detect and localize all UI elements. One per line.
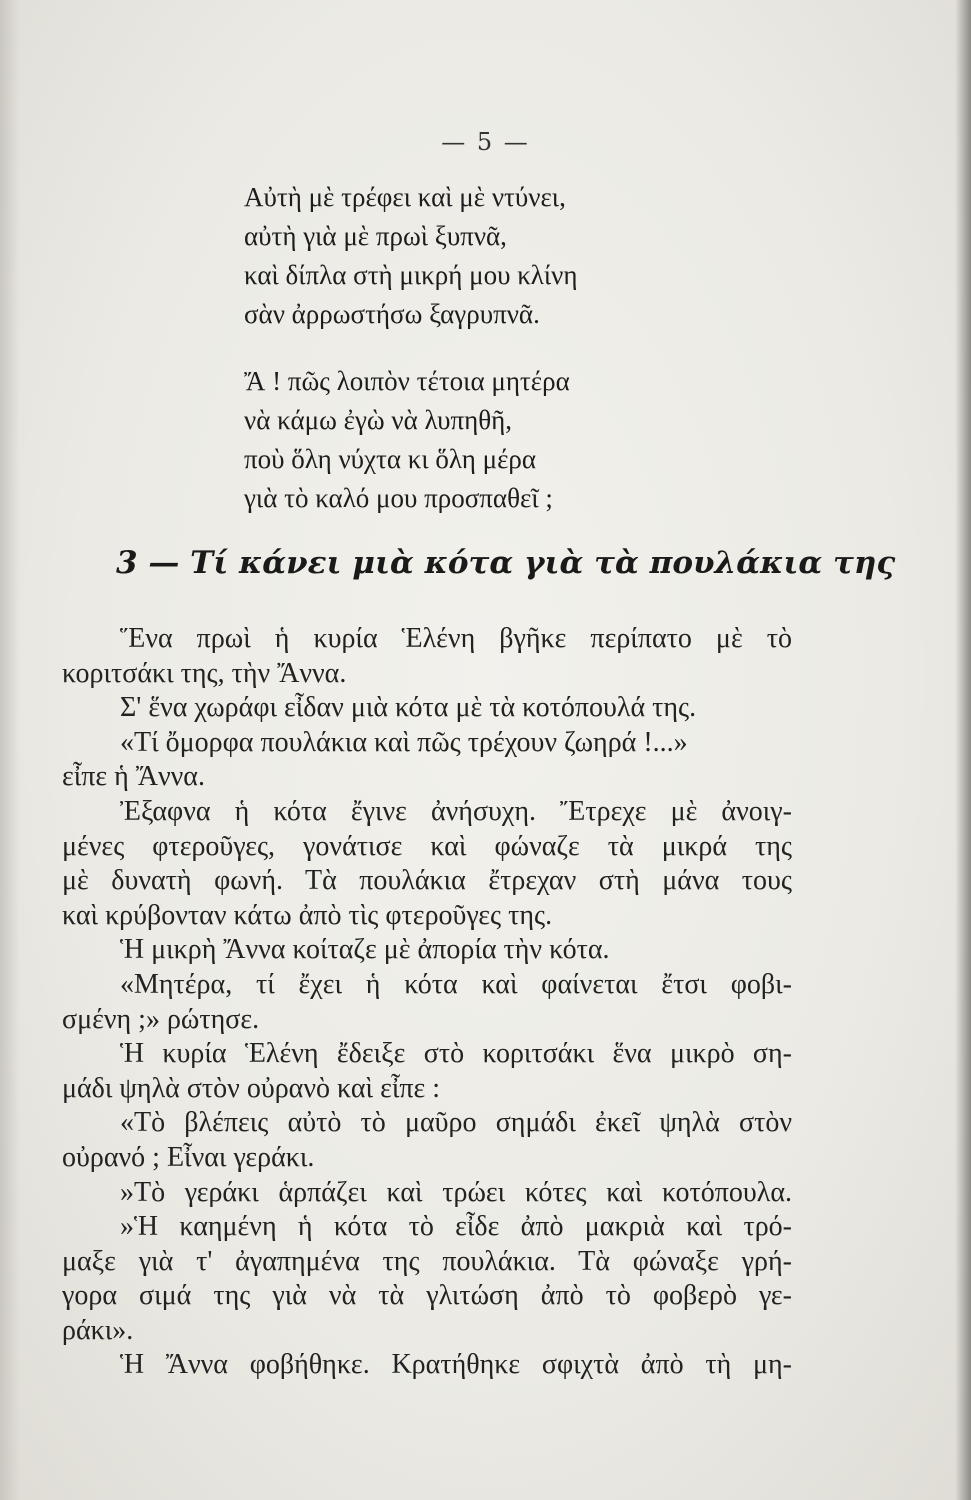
prose-line: Ἡ Ἄννα φοβήθηκε. Κρατήθηκε σφιχτὰ ἀπὸ τὴ μη- (120, 1349, 792, 1381)
prose-line: μὲ δυνατὴ φωνή. Τὰ πουλάκια ἔτρεχαν στὴ μάνα τους (62, 865, 792, 897)
prose-line: «Μητέρα, τί ἔχει ἡ κότα καὶ φαίνεται ἔτσι φοβι- (120, 968, 792, 1000)
poem-line: ποὺ ὅλη νύχτα κι ὅλη μέρα (244, 444, 537, 474)
prose-line: μάδι ψηλὰ στὸν οὐρανὸ καὶ εἶπε : (62, 1072, 441, 1104)
poem-stanza-1 (244, 178, 844, 334)
poem-stanza-2 (244, 362, 844, 518)
poem-line: Αὐτὴ μὲ τρέφει καὶ μὲ ντύνει, (244, 182, 566, 212)
section-heading: 3 — Τί κάνει μιὰ κότα γιὰ τὰ πουλάκια της (116, 545, 896, 581)
prose-line: Ἕνα πρωὶ ἡ κυρία Ἑλένη βγῆκε περίπατο μὲ τὸ (120, 623, 792, 654)
prose-line: »Τὸ γεράκι ἁρπάζει καὶ τρώει κότες καὶ κοτόπουλα. (120, 1176, 792, 1208)
prose-line: γορα σιμά της γιὰ νὰ τὰ γλιτώση ἀπὸ τὸ φοβερὸ γε- (62, 1280, 792, 1312)
prose-line: μαξε γιὰ τ' ἀγαπημένα της πουλάκια. Τὰ φώναξε γρή- (62, 1245, 792, 1277)
poem-line: αὐτὴ γιὰ μὲ πρωὶ ξυπνᾶ, (244, 221, 507, 251)
prose-line: Ἡ μικρὴ Ἄννα κοίταζε μὲ ἀπορία τὴν κότα. (120, 934, 610, 966)
poem-line: νὰ κάμω ἐγὼ νὰ λυπηθῆ, (244, 405, 513, 435)
prose-line: Ἐξαφνα ἡ κότα ἔγινε ἀνήσυχη. Ἔτρεχε μὲ ἀνοιγ- (120, 795, 792, 827)
prose-line: «Τὸ βλέπεις αὐτὸ τὸ μαῦρο σημάδι ἐκεῖ ψηλὰ στὸν (120, 1107, 792, 1139)
prose-line: εἶπε ἡ Ἄννα. (62, 761, 205, 793)
prose-line: οὐρανό ; Εἶναι γεράκι. (62, 1141, 315, 1173)
prose-line: καὶ κρύβονταν κάτω ἀπὸ τὶς φτεροῦγες της. (62, 899, 553, 931)
prose-line: μένες φτεροῦγες, γονάτισε καὶ φώναζε τὰ μικρά της (62, 830, 792, 862)
prose-line: »Ἡ καημένη ἡ κότα τὸ εἶδε ἀπὸ μακριὰ καὶ τρό- (120, 1211, 792, 1243)
prose-line: Ἡ κυρία Ἑλένη ἔδειξε στὸ κοριτσάκι ἕνα μικρὸ ση- (120, 1038, 792, 1070)
prose-line: «Τί ὄμορφα πουλάκια καὶ πῶς τρέχουν ζωηρά !...» (120, 726, 688, 758)
prose-body (62, 622, 792, 1383)
page-edge-shadow-right (955, 0, 971, 1500)
prose-line: Σ' ἕνα χωράφι εἶδαν μιὰ κότα μὲ τὰ κοτόπουλά της. (120, 692, 697, 724)
prose-line: ράκι». (62, 1314, 134, 1346)
poem-line: καὶ δίπλα στὴ μικρή μου κλίνη (244, 260, 578, 290)
poem-line: γιὰ τὸ καλό μου προσπαθεῖ ; (244, 483, 553, 513)
poem-line: σὰν ἀρρωστήσω ξαγρυπνᾶ. (244, 299, 540, 329)
page-edge-shadow-left (0, 0, 20, 1500)
poem-line: Ἄ ! πῶς λοιπὸν τέτοια μητέρα (244, 366, 570, 396)
prose-line: κοριτσάκι της, τὴν Ἄννα. (62, 657, 347, 689)
prose-line: σμένη ;» ρώτησε. (62, 1003, 260, 1035)
page-number: — 5 — (441, 128, 530, 156)
